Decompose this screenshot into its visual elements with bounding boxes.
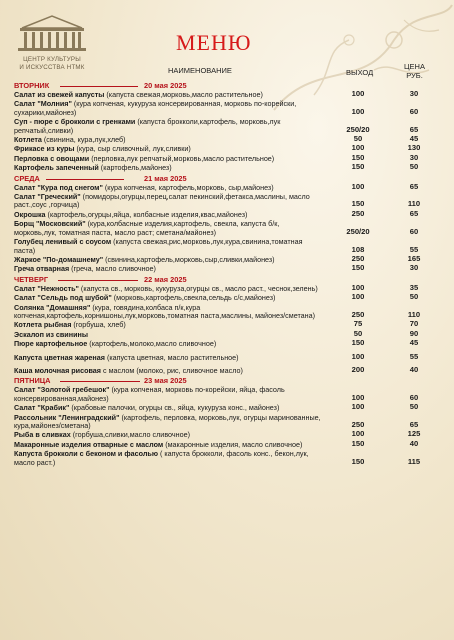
menu-item [14, 265, 448, 274]
menu-list [14, 81, 448, 468]
menu-item-description: (горбуша,сливки,масло сливочное) [70, 430, 191, 440]
menu-item-name: Жаркое "По-домашнему" [14, 254, 104, 264]
menu-item-description: (капуста цветная, масло растительное) [104, 352, 239, 362]
day-date: 22 мая 2025 [144, 274, 187, 284]
menu-item-text [14, 354, 324, 363]
day-divider [58, 280, 138, 281]
menu-item-name: Котлета рыбная [14, 320, 72, 330]
day-date: 23 мая 2025 [144, 376, 187, 386]
menu-item-name: Салат "Кура под снегом" [14, 182, 103, 192]
menu-item [14, 304, 448, 322]
menu-item-output: 100 [351, 106, 365, 116]
menu-item [14, 450, 448, 468]
menu-item [14, 238, 448, 256]
menu-item-output: 250 [351, 309, 365, 319]
menu-item [14, 386, 448, 404]
menu-item-name: Салат "Нежность" [14, 283, 79, 293]
menu-item-name: Салат "Греческий" [14, 192, 81, 202]
menu-item-name: Салат "Золотой гребешок" [14, 385, 110, 395]
menu-item-name: Греча отварная [14, 264, 70, 274]
menu-item-text [14, 367, 324, 376]
menu-item-price: 70 [409, 319, 419, 329]
day-name: ВТОРНИК [14, 81, 50, 90]
price-header-line-1: ЦЕНА [404, 62, 425, 71]
menu-item-description: (перловка,лук репчатый,морковь,масло растительное) [89, 153, 275, 163]
day-divider [46, 179, 124, 180]
menu-item-price: 110 [407, 199, 421, 209]
menu-item-name: Капуста цветная жареная [14, 352, 105, 362]
menu-item-price: 35 [409, 282, 419, 292]
menu-item-price: 40 [409, 364, 419, 374]
menu-item-text [14, 220, 324, 238]
menu-item-name: Салат "Молния" [14, 99, 72, 109]
menu-item-price: 30 [409, 263, 419, 273]
price-header-line-2: РУБ. [406, 71, 423, 80]
menu-item-name: Голубец ленивый с соусом [14, 237, 112, 247]
menu-item-description: ( капуста брокколи, фасоль конс., бекон,лук, масло раст.) [14, 449, 309, 467]
menu-item-price: 50 [409, 292, 419, 302]
menu-item-output: 100 [351, 282, 365, 292]
menu-item-output: 200 [351, 364, 365, 374]
menu-item-output: 150 [351, 199, 365, 209]
day-date: 20 мая 2025 [144, 81, 187, 90]
menu-item-price: 55 [409, 244, 419, 254]
menu-item-description: (морковь,картофель,свекла,сельдь с/с,майонез) [111, 293, 276, 303]
menu-item-description: (макаронные изделия, масло сливочное) [163, 439, 303, 449]
menu-item-name: Салат "Крабик" [14, 403, 70, 413]
menu-item-description: (крабовые палочки, огурцы св., яйца, кукуруза конс., майонез) [69, 403, 280, 413]
menu-item-name: Капуста брокколи с беконом и фасолью [14, 449, 158, 459]
menu-item-output: 250 [351, 253, 365, 263]
menu-item-name: Солянка "Домашняя" [14, 302, 91, 312]
logo-line-1: ЦЕНТР КУЛЬТУРЫ [23, 56, 81, 63]
menu-item-description: (греча, масло сливочное) [69, 264, 156, 274]
menu-item-output: 100 [351, 143, 365, 153]
menu-item [14, 364, 448, 376]
menu-item-price: 65 [409, 208, 419, 218]
menu-item-price: 45 [409, 338, 419, 348]
day-date: 21 мая 2025 [144, 173, 187, 183]
menu-item-price: 65 [409, 181, 419, 191]
menu-item-price: 60 [409, 392, 419, 402]
menu-item-price: 125 [407, 429, 421, 439]
menu-item-output: 75 [353, 319, 363, 329]
menu-item-price: 30 [409, 89, 419, 98]
menu-item-output: 150 [351, 456, 365, 466]
menu-item-description: (картофель,огурцы,яйца, колбасные изделия,квас,майонез) [45, 209, 248, 219]
menu-item-description: (кура, сыр сливочный, лук,сливки) [74, 144, 191, 154]
menu-item-name: Рассольник "Ленинградский" [14, 412, 120, 422]
menu-item-output: 150 [351, 152, 365, 162]
day-divider [60, 381, 140, 382]
menu-item-output: 100 [351, 351, 365, 361]
menu-item-description: (кура, говядина,колбаса п/к,кура копченая,картофель,корнишоны,лук,морковь,томатная паста,маслины, майонез/сметана) [14, 302, 316, 320]
menu-item-price: 115 [407, 456, 421, 466]
menu-item-name: Окрошка [14, 209, 46, 219]
column-header-output: ВЫХОД [346, 68, 374, 77]
menu-item-description: (свинина,картофель,морковь,сыр,сливки,майонез) [103, 254, 275, 264]
logo [8, 14, 88, 76]
day-name: ЧЕТВЕРГ [14, 274, 49, 284]
menu-item-output: 150 [351, 263, 365, 273]
menu-item-text [14, 193, 324, 211]
menu-item-description: (помидоры,огурцы,перец,салат пекинский,фетакса,маслины, масло раст.,соус ,горчица) [14, 192, 310, 210]
menu-item-description: (кура копченая, картофель,морковь, сыр,майонез) [102, 182, 274, 192]
menu-item-price: 65 [409, 420, 419, 429]
menu-item-price: 60 [409, 106, 419, 116]
menu-item-name: Пюре картофельное [14, 339, 88, 349]
menu-item-name: Суп - пюре с брокколи с гренками [14, 117, 136, 127]
menu-item [14, 100, 448, 118]
menu-item-description: (капуста свежая,морковь,масло растительное) [104, 90, 263, 99]
menu-item-name: Перловка с овощами [14, 153, 90, 163]
menu-item-text [14, 340, 324, 349]
menu-item-description: с маслом (молоко, рис, сливочное масло) [101, 365, 243, 375]
menu-item-text [14, 164, 324, 173]
menu-item-text [14, 265, 324, 274]
menu-item-output: 250 [351, 208, 365, 218]
menu-item-price: 50 [409, 402, 419, 412]
day-divider [60, 86, 138, 87]
menu-item-text [14, 238, 324, 256]
menu-item-text [14, 386, 324, 404]
menu-item [14, 414, 448, 432]
menu-item-name: Салат "Сельдь под шубой" [14, 293, 112, 303]
menu-item-description: (капуста свежая,рис,морковь,лук,кура,свинина,томатная паста) [14, 237, 303, 255]
menu-item-price: 30 [409, 152, 419, 162]
menu-item-output: 100 [351, 402, 365, 412]
menu-item-output: 100 [351, 392, 365, 402]
menu-item-name: Котлета [14, 135, 42, 145]
menu-item-price: 45 [409, 134, 419, 144]
menu-item-text [14, 100, 324, 118]
menu-item-description: (кура копченая, морковь по-корейски, яйца, фасоль консервированная,майонез) [14, 385, 285, 403]
menu-item-text [14, 118, 324, 136]
day-name: ПЯТНИЦА [14, 376, 51, 386]
menu-item-description: (картофель, перловка, морковь,лук, огурцы маринованные, кура,майонез/сметана) [14, 412, 321, 430]
menu-item-description: (капуста св., морковь, кукуруза,огурцы св., масло раст., чеснок,зелень) [78, 283, 318, 293]
menu-item-description: (картофель,майонез) [98, 163, 172, 173]
menu-item-price: 65 [409, 124, 419, 134]
menu-item-name: Салат из свежей капусты [14, 90, 105, 99]
menu-item-name: Рыба в сливках [14, 430, 71, 440]
menu-item-description: (горбуша, хлеб) [71, 320, 126, 330]
menu-item-text [14, 414, 324, 432]
menu-item-description: (кура копченая, кукуруза консервированная, морковь по-корейски, сухарики,майонез) [14, 99, 297, 117]
day-name: СРЕДА [14, 173, 40, 183]
menu-item-price: 110 [407, 309, 421, 319]
logo-line-2: И ИСКУССТВА НТМК [19, 64, 85, 71]
menu-item-name: Фрикасе из куры [14, 144, 75, 154]
page-title: МЕНЮ [176, 30, 252, 55]
menu-item-output: 100 [351, 429, 365, 439]
menu-item [14, 118, 448, 136]
menu-item-description: (капуста брокколи,картофель, морковь,лук репчатый,сливки) [14, 117, 281, 135]
menu-item-price: 130 [407, 143, 421, 153]
menu-item-output: 150 [351, 338, 365, 348]
menu-item-name: Макаронные изделия отварные с маслом [14, 439, 164, 449]
menu-item-text [14, 304, 324, 322]
menu-item-output: 100 [351, 292, 365, 302]
menu-item-output: 100 [351, 89, 365, 98]
menu-item-name: Картофель запеченный [14, 163, 99, 173]
menu-item-name: Борщ "Московский" [14, 219, 86, 229]
menu-item-description: (кура,колбасные изделия,картофель, свекла, капуста б/к, морковь,лук, томатная паста, масло раст; сметана/майонез) [14, 219, 280, 237]
menu-item [14, 351, 448, 363]
menu-item-price: 165 [407, 253, 421, 263]
menu-item-output: 100 [351, 181, 365, 191]
menu-item-name: Эскалоп из свинины [14, 329, 88, 339]
menu-item-output: 250/20 [346, 226, 370, 236]
menu-item-description: (свинина, кура,лук,хлеб) [41, 135, 126, 145]
menu-item-output: 150 [351, 438, 365, 448]
menu-item-name: Каша молочная рисовая [14, 365, 101, 375]
menu-item-price: 55 [409, 351, 419, 361]
menu-item-output: 50 [353, 328, 363, 338]
menu-item [14, 164, 448, 173]
menu-item-output: 108 [351, 244, 365, 254]
menu-item-output: 250 [351, 420, 365, 429]
menu-item-description: (картофель,молоко,масло сливочное) [87, 339, 217, 349]
menu-item-price: 90 [409, 328, 419, 338]
menu-item-text [14, 450, 324, 468]
menu-item [14, 340, 448, 349]
column-header-name: НАИМЕНОВАНИЕ [168, 66, 232, 75]
menu-item-output: 50 [353, 134, 363, 144]
menu-item-output: 150 [351, 162, 365, 172]
menu-item-price: 40 [409, 438, 419, 448]
menu-item [14, 220, 448, 238]
building-icon [14, 14, 90, 54]
menu-item-price: 50 [409, 162, 419, 172]
menu-item-output: 250/20 [346, 124, 370, 134]
column-header-price [404, 62, 425, 80]
menu-item-price: 60 [409, 226, 419, 236]
menu-item [14, 193, 448, 211]
